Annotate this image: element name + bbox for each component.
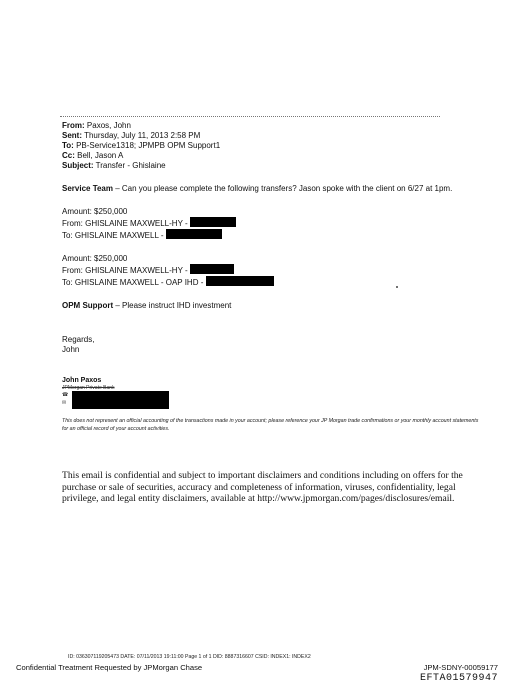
service-lead: Service Team bbox=[62, 184, 113, 193]
signature-contact bbox=[62, 391, 462, 409]
opm-paragraph bbox=[62, 301, 462, 311]
subject-label: Subject: bbox=[62, 161, 94, 170]
email-content bbox=[62, 121, 479, 433]
account-disclaimer: This does not represent an official accounting of the transactions made in your account; please reference your JP Morgan trade confirmations or your monthly account statements for an official record of your account activities. bbox=[62, 418, 479, 432]
regards: Regards, bbox=[62, 335, 95, 344]
to-row bbox=[62, 141, 462, 151]
subject-row bbox=[62, 161, 462, 171]
transfer-2 bbox=[62, 254, 462, 288]
subject-value: Transfer - Ghislaine bbox=[95, 161, 166, 170]
opm-text: – Please instruct IHD investment bbox=[113, 301, 232, 310]
header-separator bbox=[60, 116, 440, 117]
confidential-treatment-footer: Confidential Treatment Requested by JPMorgan Chase bbox=[16, 663, 203, 672]
redaction-block bbox=[206, 276, 274, 286]
transfer-2-amount: Amount: $250,000 bbox=[62, 254, 128, 263]
opm-lead: OPM Support bbox=[62, 301, 114, 310]
sent-label: Sent: bbox=[62, 131, 82, 140]
confidential-notice: This email is confidential and subject to important disclaimers and conditions including on offers for the purchase or sale of securities, accuracy and completeness of information, viruses, confidentiality, legal privilege, and legal entity disclaimers, available at http://www.jpmorgan.com/pages/disclosures/email. bbox=[62, 470, 463, 504]
bates-number: JPM-SDNY-00059177 bbox=[423, 663, 498, 672]
transfer-1-to: To: GHISLAINE MAXWELL - bbox=[62, 231, 164, 240]
redaction-block bbox=[166, 229, 222, 239]
redaction-block bbox=[72, 391, 169, 409]
from-label: From: bbox=[62, 121, 85, 130]
transfer-1 bbox=[62, 207, 462, 241]
transfer-1-from: From: GHISLAINE MAXWELL-HY - bbox=[62, 219, 188, 228]
email-icon: ✉ bbox=[62, 400, 67, 406]
redaction-block bbox=[190, 264, 234, 274]
transfer-2-to-row bbox=[62, 276, 462, 288]
transfer-1-from-row bbox=[62, 217, 462, 229]
scan-speck bbox=[396, 286, 398, 288]
transfer-2-from: From: GHISLAINE MAXWELL-HY - bbox=[62, 266, 188, 275]
regards-name: John bbox=[62, 345, 80, 354]
service-paragraph bbox=[62, 184, 462, 194]
efta-number: EFTA01579947 bbox=[419, 673, 498, 684]
sent-row bbox=[62, 131, 462, 141]
redaction-block bbox=[190, 217, 236, 227]
transfer-1-amount: Amount: $250,000 bbox=[62, 207, 128, 216]
transfer-2-from-row bbox=[62, 264, 462, 276]
transfer-2-to: To: GHISLAINE MAXWELL - OAP IHD - bbox=[62, 278, 204, 287]
cc-label: Cc: bbox=[62, 151, 75, 160]
sent-value: Thursday, July 11, 2013 2:58 PM bbox=[84, 131, 201, 140]
to-label: To: bbox=[62, 141, 74, 150]
signature-bank: JPMorgan Private Bank bbox=[62, 385, 115, 391]
to-value: PB-Service1318; JPMPB OPM Support1 bbox=[76, 141, 221, 150]
cc-row bbox=[62, 151, 462, 161]
phone-icon: ☎ bbox=[62, 392, 69, 398]
signature-name: John Paxos bbox=[62, 377, 102, 384]
fax-header-line: ID: 036307119205473 DATE: 07/11/2013 19:11:00 Page 1 of 1 DID: 8887316607 CSID: INDEX1: INDEX2 bbox=[68, 654, 311, 660]
cc-value: Bell, Jason A bbox=[77, 151, 124, 160]
from-row bbox=[62, 121, 462, 131]
from-value: Paxos, John bbox=[86, 121, 131, 130]
transfer-1-to-row bbox=[62, 229, 462, 241]
service-text: – Can you please complete the following transfers? Jason spoke with the client on 6/27 at 1pm. bbox=[113, 184, 453, 193]
